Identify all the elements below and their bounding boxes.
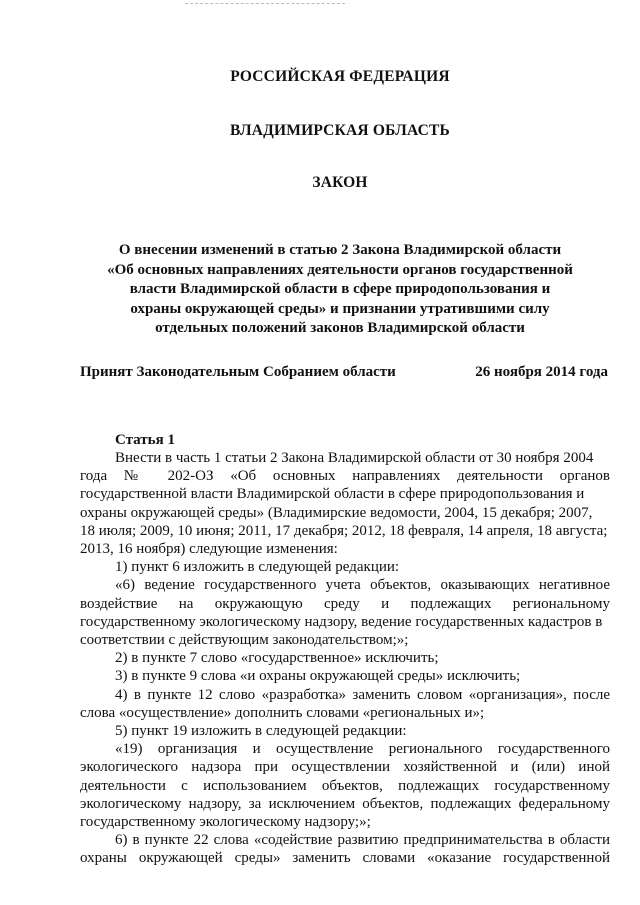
adoption-line (80, 364, 608, 381)
article-text-line: охраны окружающей среды» заменить словами «оказание государственной (80, 850, 610, 867)
adopting-body: Принят Законодательным Собранием области (80, 364, 396, 380)
article-text-line: охраны окружающей среды» (Владимирские ведомости, 2004, 15 декабря; 2007, (80, 504, 593, 521)
article-text-line: государственному экологическому надзору;»; (80, 814, 371, 831)
article-text-line: Внести в часть 1 статьи 2 Закона Владимирской области от 30 ноября 2004 (115, 450, 594, 466)
article-text-line: 2013, 16 ноября) следующие изменения: (80, 541, 338, 558)
adoption-date: 26 ноября 2014 года (475, 364, 608, 380)
law-title-line: отдельных положений законов Владимирской области (155, 320, 525, 336)
article-text-line: «6) ведение государственного учета объектов, оказывающих негативное (115, 577, 610, 594)
law-title-line: «Об основных направлениях деятельности органов государственной (107, 261, 573, 278)
document-type-heading: ЗАКОН (312, 174, 368, 191)
region-heading: ВЛАДИМИРСКАЯ ОБЛАСТЬ (230, 122, 450, 139)
article-body (80, 449, 610, 868)
article-text-line: 4) в пункте 12 слово «разработка» заменить словом «организация», после (115, 686, 610, 703)
law-title-line: охраны окружающей среды» и признании утратившими силу (130, 300, 550, 317)
article-text-line: 5) пункт 19 изложить в следующей редакции: (115, 723, 407, 740)
article-text-line: 3) в пункте 9 слова «и охраны окружающей среды» исключить; (115, 668, 521, 685)
article-text-line: года № 202-ОЗ «Об основных направлениях деятельности органов (80, 468, 610, 485)
article-text-line: экологического надзора при осуществлении хозяйственной и (или) иной (80, 759, 610, 776)
article-text-line: государственной власти Владимирской области в сфере природопользования и (80, 486, 585, 503)
article-text-line: воздействие на окружающую среду и подлежащих региональному (80, 595, 610, 612)
article-text-line: слова «осуществление» дополнить словами «региональных и»; (80, 704, 485, 721)
law-title-line: власти Владимирской области в сфере природопользования и (129, 281, 551, 297)
article-text-line: экологическому надзору, за исключением объектов, подлежащих федеральному (80, 795, 610, 812)
article-text-line: 6) в пункте 22 слова «содействие развитию предпринимательства в области (115, 832, 610, 849)
article-text-line: 18 июля; 2009, 10 июня; 2011, 17 декабря; 2012, 18 февраля, 14 апреля, 18 августа; (80, 522, 608, 539)
article-text-line: 1) пункт 6 изложить в следующей редакции: (115, 559, 400, 576)
article-text-line: «19) организация и осуществление регионального государственного (115, 741, 610, 758)
article-text-line: 2) в пункте 7 слово «государственное» исключить; (115, 650, 439, 667)
article-heading: Статья 1 (115, 432, 175, 448)
article-text-line: соответствии с действующим законодательством;»; (80, 632, 409, 649)
article-text-line: деятельности с использованием объектов, подлежащих государственному (80, 777, 610, 794)
country-heading: РОССИЙСКАЯ ФЕДЕРАЦИЯ (230, 68, 450, 85)
law-title (80, 241, 600, 339)
article-text-line: государственному экологическому надзору, ведение государственных кадастров в (80, 613, 603, 630)
scan-top-rule (185, 3, 345, 4)
law-title-line: О внесении изменений в статью 2 Закона Владимирской области (118, 242, 562, 258)
